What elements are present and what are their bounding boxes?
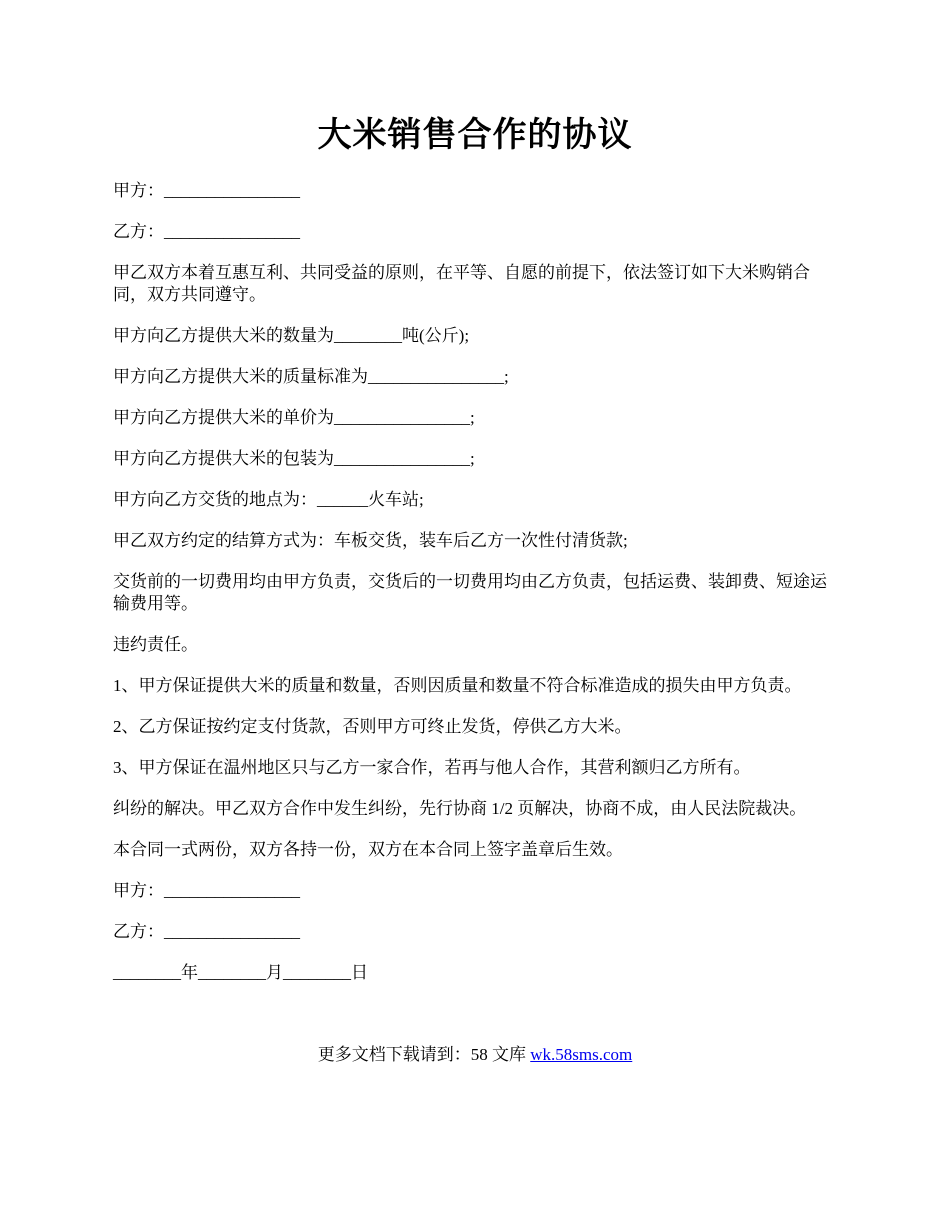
party-a-line: 甲方：________________ [113,181,300,200]
dispute-resolution: 纠纷的解决。甲乙双方合作中发生纠纷，先行协商 1/2 页解决，协商不成，由人民法院裁决。 [113,799,807,818]
clause-settlement: 甲乙双方约定的结算方式为：车板交货，装车后乙方一次性付清货款; [113,531,628,550]
clause-quality: 甲方向乙方提供大米的质量标准为________________; [113,367,509,386]
clause-quantity: 甲方向乙方提供大米的数量为________吨(公斤); [113,326,470,345]
section-breach-heading: 违约责任。 [113,635,198,654]
footer-text: 更多文档下载请到：58 文库 [317,1045,531,1064]
effectiveness-clause: 本合同一式两份，双方各持一份，双方在本合同上签字盖章后生效。 [113,840,623,859]
document-body [113,180,843,1003]
clause-price: 甲方向乙方提供大米的单价为________________; [113,408,475,427]
clause-delivery-location: 甲方向乙方交货的地点为：______火车站; [113,490,424,509]
signature-party-b: 乙方：________________ [113,922,300,941]
document-title: 大米销售合作的协议 [317,117,633,154]
breach-item-3: 3、甲方保证在温州地区只与乙方一家合作，若再与他人合作，其营利额归乙方所有。 [113,758,751,777]
footer [0,1044,950,1066]
footer-link[interactable]: wk.58sms.com [530,1045,633,1064]
breach-item-1: 1、甲方保证提供大米的质量和数量，否则因质量和数量不符合标准造成的损失由甲方负责。 [113,676,802,695]
signature-party-a: 甲方：________________ [113,881,300,900]
clause-costs: 交货前的一切费用均由甲方负责，交货后的一切费用均由乙方负责，包括运费、装卸费、短途运输费用等。 [113,572,827,613]
breach-item-2: 2、乙方保证按约定支付货款，否则甲方可终止发货，停供乙方大米。 [113,717,632,736]
party-b-line: 乙方：________________ [113,222,300,241]
clause-packaging: 甲方向乙方提供大米的包装为________________; [113,449,475,468]
preamble-paragraph: 甲乙双方本着互惠互利、共同受益的原则，在平等、自愿的前提下，依法签订如下大米购销合同，双方共同遵守。 [113,263,810,304]
signature-date: ________年________月________日 [113,963,368,982]
